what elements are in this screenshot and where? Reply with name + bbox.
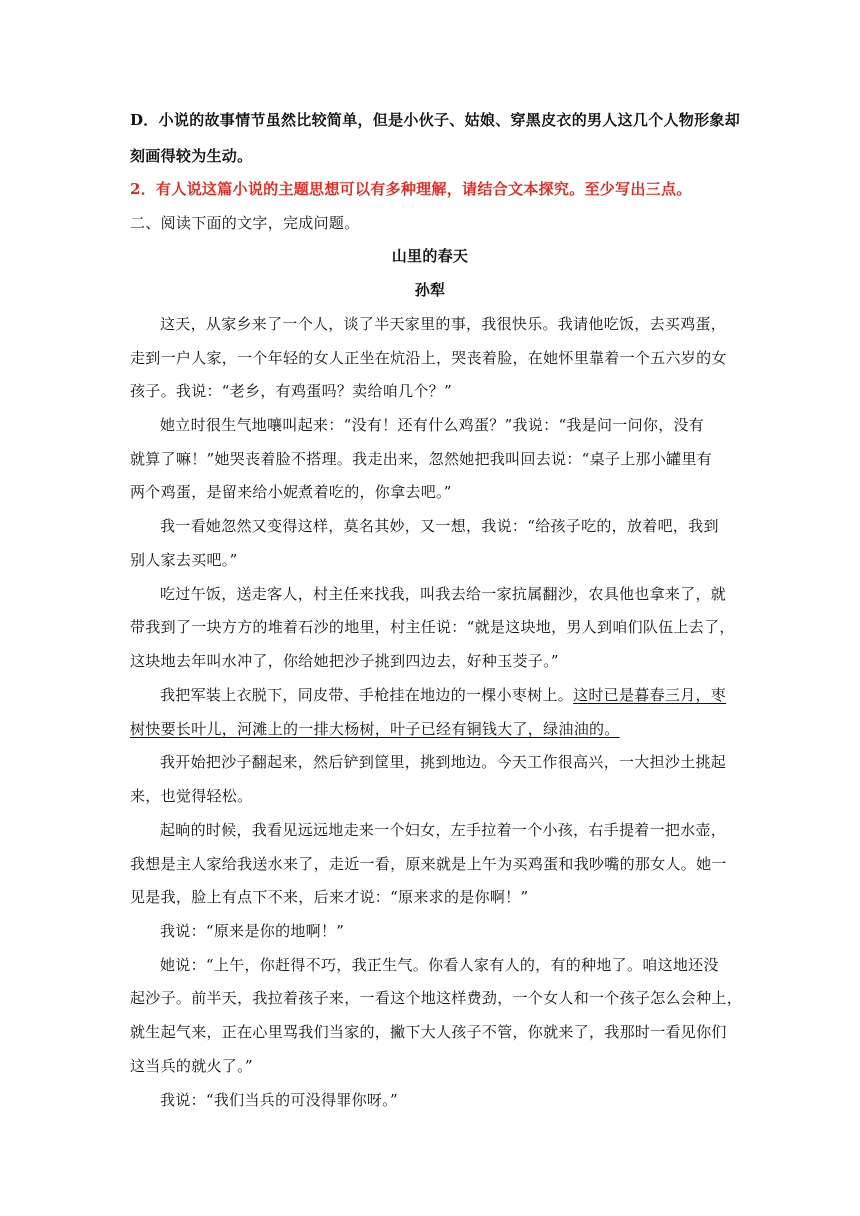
- story-line: 起晌的时候，我看见远远地走来一个妇女，左手拉着一个小孩，右手提着一把水壶，: [160, 821, 727, 839]
- question-d-line-1: D．小说的故事情节虽然比较简单，但是小伙子、姑娘、穿黑皮衣的男人这几个人物形象却: [130, 111, 741, 129]
- story-line: 就算了嘛！”她哭丧着脸不搭理。我走出来，忽然她把我叫回去说：“桌子上那小罐里有: [130, 450, 713, 468]
- underlined-sentence: 这时已是暮春三月，枣: [573, 686, 727, 704]
- story-line: 我一看她忽然又变得这样，莫名其妙，又一想，我说：“给孩子吃的，放着吧，我到: [160, 517, 719, 535]
- story-line: 她说：“上午，你赶得不巧，我正生气。你看人家有人的，有的种地了。咱这地还没: [160, 956, 719, 974]
- story-text: 我把军装上衣脱下，同皮带、手枪挂在地边的一棵小枣树上。: [160, 686, 574, 704]
- question-2: 2．有人说这篇小说的主题思想可以有多种理解，请结合文本探究。至少写出三点。: [130, 180, 692, 198]
- story-line: 两个鸡蛋，是留来给小妮煮着吃的，你拿去吧。”: [130, 483, 452, 501]
- story-line: 我开始把沙子翻起来，然后铲到筐里，挑到地边。今天工作很高兴，一大担沙土挑起: [160, 753, 727, 771]
- story-line: 起沙子。前半天，我拉着孩子来，一看这个地这样费劲，一个女人和一个孩子怎么会种上，: [130, 989, 743, 1007]
- story-line: [160, 685, 760, 705]
- story-line: [130, 719, 730, 739]
- story-line: 她立时很生气地嚷叫起来：“没有！还有什么鸡蛋？”我说：“我是问一问你，没有: [160, 416, 705, 434]
- story-line: 这天，从家乡来了一个人，谈了半天家里的事，我很快乐。我请他吃饭，去买鸡蛋，: [160, 315, 727, 333]
- story-line: 这块地去年叫水冲了，你给她把沙子挑到四边去，好种玉茭子。”: [130, 652, 559, 670]
- story-line: 孩子。我说：“老乡，有鸡蛋吗？卖给咱几个？”: [130, 382, 452, 400]
- story-line: 我说：“原来是你的地啊！”: [160, 922, 345, 940]
- story-title: 山里的春天: [391, 247, 469, 265]
- story-line: 吃过午饭，送走客人，村主任来找我，叫我去给一家抗属翻沙，农具他也拿来了，就: [160, 585, 727, 603]
- story-line: 带我到了一块方方的堆着石沙的地里，村主任说：“就是这块地，男人到咱们队伍上去了，: [130, 618, 735, 636]
- section-2-heading: 二、阅读下面的文字，完成问题。: [130, 214, 360, 232]
- question-d-line-2: 刻画得较为生动。: [130, 147, 253, 165]
- underlined-sentence: 树快要长叶儿，河滩上的一排大杨树，叶子已经有铜钱大了，绿油油的。: [130, 720, 620, 738]
- story-line: 来，也觉得轻松。: [130, 787, 253, 805]
- story-line: 见是我，脸上有点下不来，后来才说：“原来求的是你啊！”: [130, 888, 529, 906]
- story-line: 这当兵的就火了。”: [130, 1057, 253, 1075]
- story-line: 我想是主人家给我送水来了，走近一看，原来就是上午为买鸡蛋和我吵嘴的那女人。她一: [130, 855, 727, 873]
- story-author: 孙犁: [414, 281, 446, 299]
- story-line: 走到一户人家，一个年轻的女人正坐在炕沿上，哭丧着脸，在她怀里靠着一个五六岁的女: [130, 349, 727, 367]
- story-line: 就生起气来，正在心里骂我们当家的，撇下大人孩子不管，你就来了，我那时一看见你们: [130, 1023, 727, 1041]
- story-line: 别人家去买吧。”: [130, 551, 238, 569]
- story-line: 我说：“我们当兵的可没得罪你呀。”: [160, 1091, 398, 1109]
